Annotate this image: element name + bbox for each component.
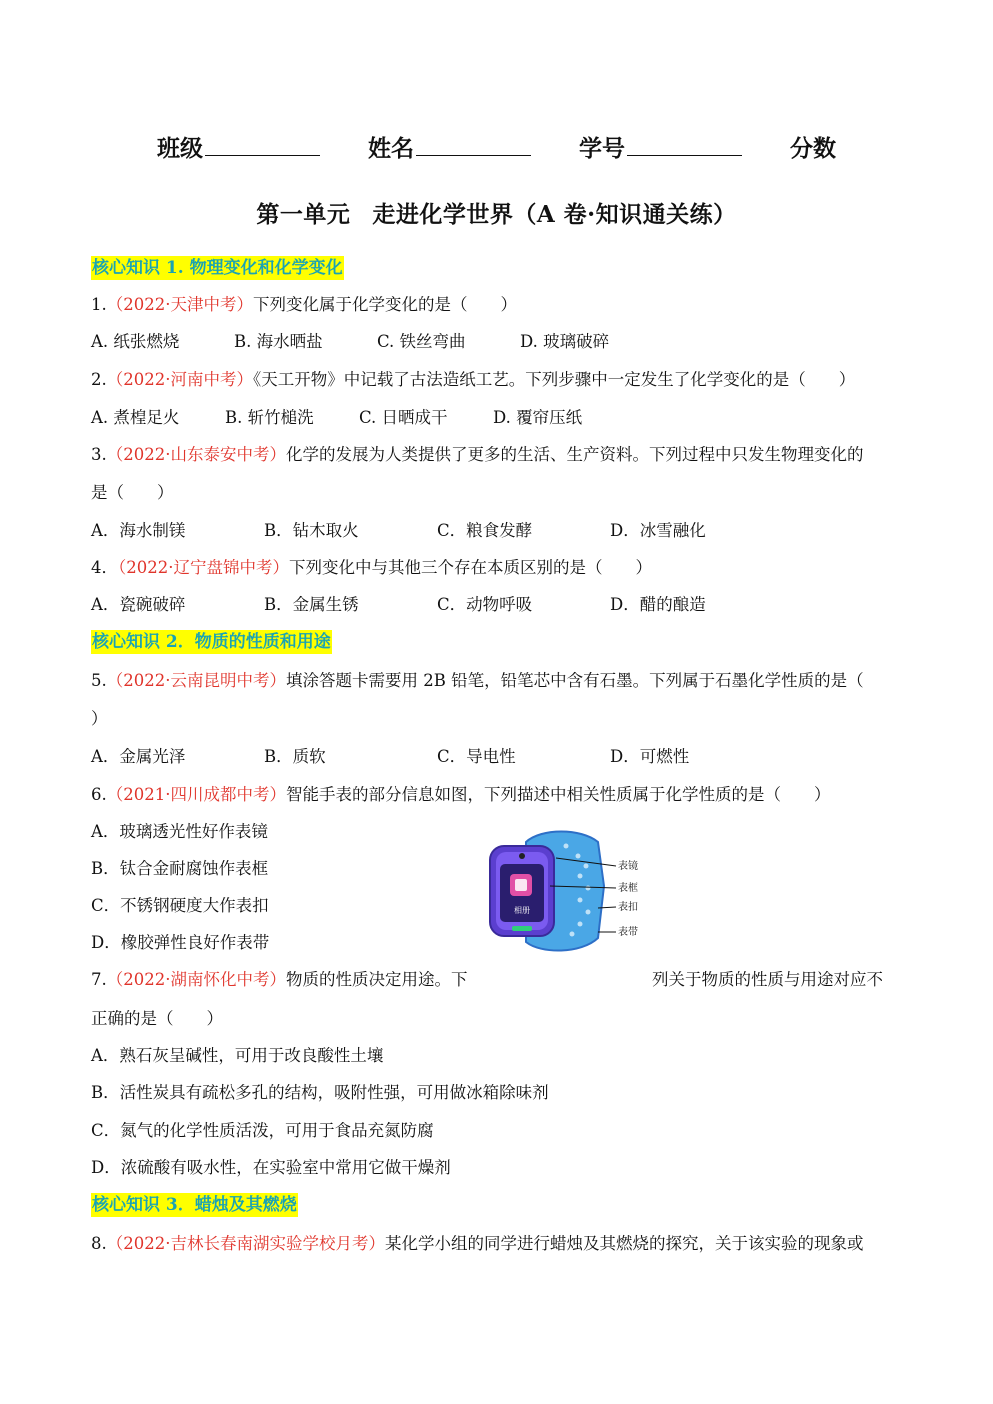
option-b[interactable]: B．钻木取火 xyxy=(264,521,359,540)
question-source: （2022·湖南怀化中考） xyxy=(106,970,286,989)
question-source: （2022·吉林长春南湖实验学校月考） xyxy=(106,1234,385,1253)
label-watch-strap: 表带 xyxy=(618,927,638,938)
question-source: （2022·山东泰安中考） xyxy=(106,445,286,464)
option-a[interactable]: A．熟石灰呈碱性，可用于改良酸性土壤 xyxy=(91,1046,384,1065)
question-6: 6.（2021·四川成都中考）智能手表的部分信息如图，下列描述中相关性质属于化学性质的是（ ） xyxy=(91,785,831,804)
option-c[interactable]: C．氮气的化学性质活泼，可用于食品充氮防腐 xyxy=(91,1121,434,1140)
option-c[interactable]: C．粮食发酵 xyxy=(437,521,533,540)
option-c[interactable]: C．导电性 xyxy=(437,747,516,766)
option-a[interactable]: A. 纸张燃烧 xyxy=(91,332,180,351)
class-field: 班级 xyxy=(157,130,320,163)
question-1-options xyxy=(91,330,609,354)
score-field: 分数 xyxy=(790,135,837,162)
question-5: 5.（2022·云南昆明中考）填涂答题卡需要用 2B 铅笔，铅笔芯中含有石墨。下列属于石墨化学性质的是（ xyxy=(91,671,864,690)
header-info-line xyxy=(0,130,993,163)
question-7-text-right: 列关于物质的性质与用途对应不 xyxy=(652,970,883,989)
question-8: 8.（2022·吉林长春南湖实验学校月考）某化学小组的同学进行蜡烛及其燃烧的探究，关于该实验的现象或 xyxy=(91,1234,864,1253)
question-4: 4．（2022·辽宁盘锦中考）下列变化中与其他三个存在本质区别的是（ ） xyxy=(91,558,652,577)
option-c[interactable]: C．动物呼吸 xyxy=(437,595,533,614)
label-watch-glass: 表镜 xyxy=(618,861,638,872)
option-d[interactable]: D．醋的酿造 xyxy=(610,595,706,614)
question-3: 3.（2022·山东泰安中考）化学的发展为人类提供了更多的生活、生产资料。下列过程中只发生物理变化的 xyxy=(91,445,864,464)
option-b[interactable]: B．质软 xyxy=(264,747,326,766)
question-2: 2.（2022·河南中考）《天工开物》中记载了古法造纸工艺。下列步骤中一定发生了化学变化的是（ ） xyxy=(91,370,856,389)
option-b[interactable]: B．活性炭具有疏松多孔的结构，吸附性强，可用做冰箱除味剂 xyxy=(91,1083,549,1102)
question-5-cont: ） xyxy=(91,709,108,728)
question-source: （2022·天津中考） xyxy=(106,295,253,314)
question-4-options xyxy=(91,593,706,617)
option-a[interactable]: A. 煮楻足火 xyxy=(91,408,180,427)
option-d[interactable]: D．浓硫酸有吸水性，在实验室中常用它做干燥剂 xyxy=(91,1158,451,1177)
question-2-options xyxy=(91,406,582,430)
option-d[interactable]: D．冰雪融化 xyxy=(610,521,706,540)
smart-watch-icon xyxy=(486,826,646,958)
option-b[interactable]: B. 斩竹槌洗 xyxy=(225,408,314,427)
question-7-cont: 正确的是（ ） xyxy=(91,1009,223,1028)
option-a[interactable]: A．瓷碗破碎 xyxy=(91,595,186,614)
question-5-options xyxy=(91,745,689,769)
question-source: （2022·云南昆明中考） xyxy=(106,671,286,690)
option-a[interactable]: A．玻璃透光性好作表镜 xyxy=(91,822,268,841)
page-title: 第一单元 走进化学世界（A 卷·知识通关练） xyxy=(256,201,737,228)
section-heading-2: 核心知识 2．物质的性质和用途 xyxy=(92,632,331,652)
option-c[interactable]: C. 日晒成干 xyxy=(359,408,448,427)
question-3-cont: 是（ ） xyxy=(91,483,174,502)
student-id-blank[interactable] xyxy=(627,135,742,156)
option-d[interactable]: D．可燃性 xyxy=(610,747,690,766)
option-c[interactable]: C. 铁丝弯曲 xyxy=(377,332,466,351)
watch-screen-text: 相册 xyxy=(514,906,530,915)
label-watch-frame: 表框 xyxy=(618,883,638,894)
question-7: 7.（2022·湖南怀化中考）物质的性质决定用途。下 xyxy=(91,970,468,989)
label-watch-buckle: 表扣 xyxy=(618,902,638,913)
name-field: 姓名 xyxy=(368,130,531,163)
option-a[interactable]: A．海水制镁 xyxy=(91,521,186,540)
option-a[interactable]: A．金属光泽 xyxy=(91,747,186,766)
option-d[interactable]: D．橡胶弹性良好作表带 xyxy=(91,933,270,952)
name-blank[interactable] xyxy=(416,135,531,156)
student-id-field: 学号 xyxy=(579,130,742,163)
option-d[interactable]: D. 覆帘压纸 xyxy=(493,408,583,427)
question-1: 1.（2022·天津中考）下列变化属于化学变化的是（ ） xyxy=(91,295,517,314)
option-c[interactable]: C．不锈钢硬度大作表扣 xyxy=(91,896,269,915)
question-3-options xyxy=(91,519,706,543)
section-heading-1: 核心知识 1. 物理变化和化学变化 xyxy=(92,258,343,278)
option-b[interactable]: B. 海水晒盐 xyxy=(234,332,323,351)
smart-watch-figure xyxy=(486,826,646,958)
question-source: （2022·辽宁盘锦中考） xyxy=(118,558,289,577)
section-heading-3: 核心知识 3．蜡烛及其燃烧 xyxy=(92,1195,297,1215)
option-d[interactable]: D. 玻璃破碎 xyxy=(520,332,610,351)
class-blank[interactable] xyxy=(205,135,320,156)
option-b[interactable]: B．金属生锈 xyxy=(264,595,359,614)
question-source: （2021·四川成都中考） xyxy=(106,785,286,804)
question-source: （2022·河南中考） xyxy=(106,370,253,389)
option-b[interactable]: B．钛合金耐腐蚀作表框 xyxy=(91,859,269,878)
